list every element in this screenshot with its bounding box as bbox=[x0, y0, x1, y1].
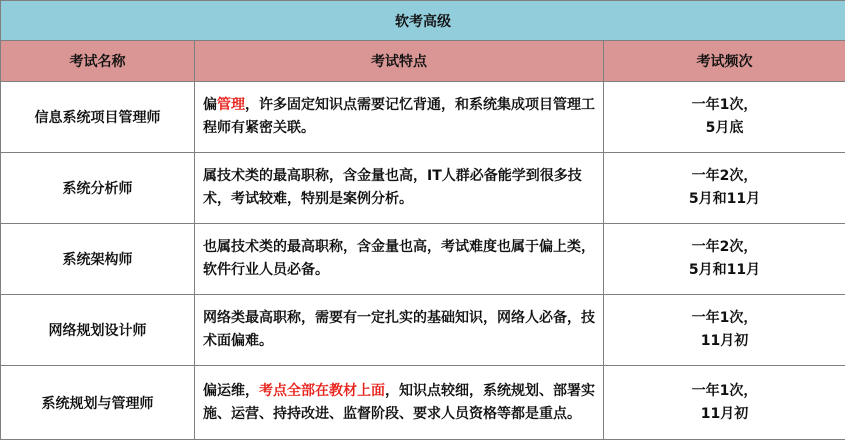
feature-text: 属技术类的最高职称，含金量也高，IT人群必备能学到很多技术，考试较难，特别是案例分析。 bbox=[203, 168, 582, 207]
highlighted-text: 考点全部在教材上面 bbox=[259, 383, 385, 399]
frequency-month: 5月和11月 bbox=[604, 188, 845, 211]
highlighted-text: 管理 bbox=[217, 97, 245, 113]
exam-frequency bbox=[604, 224, 845, 295]
table-row bbox=[1, 295, 845, 366]
exam-name: 系统分析师 bbox=[1, 153, 195, 224]
table-header-row bbox=[1, 41, 845, 82]
table-body bbox=[1, 82, 845, 440]
column-header-name: 考试名称 bbox=[1, 41, 195, 82]
feature-text: 也属技术类的最高职称，含金量也高，考试难度也属于偏上类，软件行业人员必备。 bbox=[203, 239, 595, 278]
exam-features bbox=[195, 82, 604, 153]
feature-text: 网络类最高职称，需要有一定扎实的基础知识，网络人必备，技术面偏难。 bbox=[203, 310, 595, 349]
exam-name: 系统规划与管理师 bbox=[1, 366, 195, 440]
exam-frequency bbox=[604, 82, 845, 153]
exam-frequency bbox=[604, 366, 845, 440]
frequency-count: 一年1次， bbox=[604, 307, 845, 330]
exam-features bbox=[195, 366, 604, 440]
column-header-frequency: 考试频次 bbox=[604, 41, 845, 82]
exam-name: 网络规划设计师 bbox=[1, 295, 195, 366]
frequency-month: 5月底 bbox=[604, 117, 845, 140]
frequency-count: 一年1次， bbox=[604, 380, 845, 403]
table-row bbox=[1, 366, 845, 440]
table-row bbox=[1, 153, 845, 224]
exam-frequency bbox=[604, 295, 845, 366]
frequency-month: 11月初 bbox=[604, 403, 845, 426]
column-header-features: 考试特点 bbox=[195, 41, 604, 82]
table-row bbox=[1, 224, 845, 295]
table-title-row bbox=[1, 1, 845, 41]
table-title: 软考高级 bbox=[1, 1, 845, 41]
exam-features bbox=[195, 153, 604, 224]
exam-name: 系统架构师 bbox=[1, 224, 195, 295]
exam-name: 信息系统项目管理师 bbox=[1, 82, 195, 153]
frequency-count: 一年2次， bbox=[604, 236, 845, 259]
table-row bbox=[1, 82, 845, 153]
feature-text: ，许多固定知识点需要记忆背通，和系统集成项目管理工程师有紧密关联。 bbox=[203, 97, 595, 136]
exam-features bbox=[195, 224, 604, 295]
exam-features bbox=[195, 295, 604, 366]
frequency-count: 一年2次， bbox=[604, 165, 845, 188]
frequency-month: 5月和11月 bbox=[604, 259, 845, 282]
feature-text: 偏运维， bbox=[203, 383, 259, 399]
exam-frequency bbox=[604, 153, 845, 224]
feature-text: 偏 bbox=[203, 97, 217, 113]
frequency-month: 11月初 bbox=[604, 330, 845, 353]
frequency-count: 一年1次， bbox=[604, 94, 845, 117]
feature-text: ，知识点较细，系统规划、部署实施、运营、持持改进、监督阶段、要求人员资格等都是重点。 bbox=[203, 383, 595, 422]
